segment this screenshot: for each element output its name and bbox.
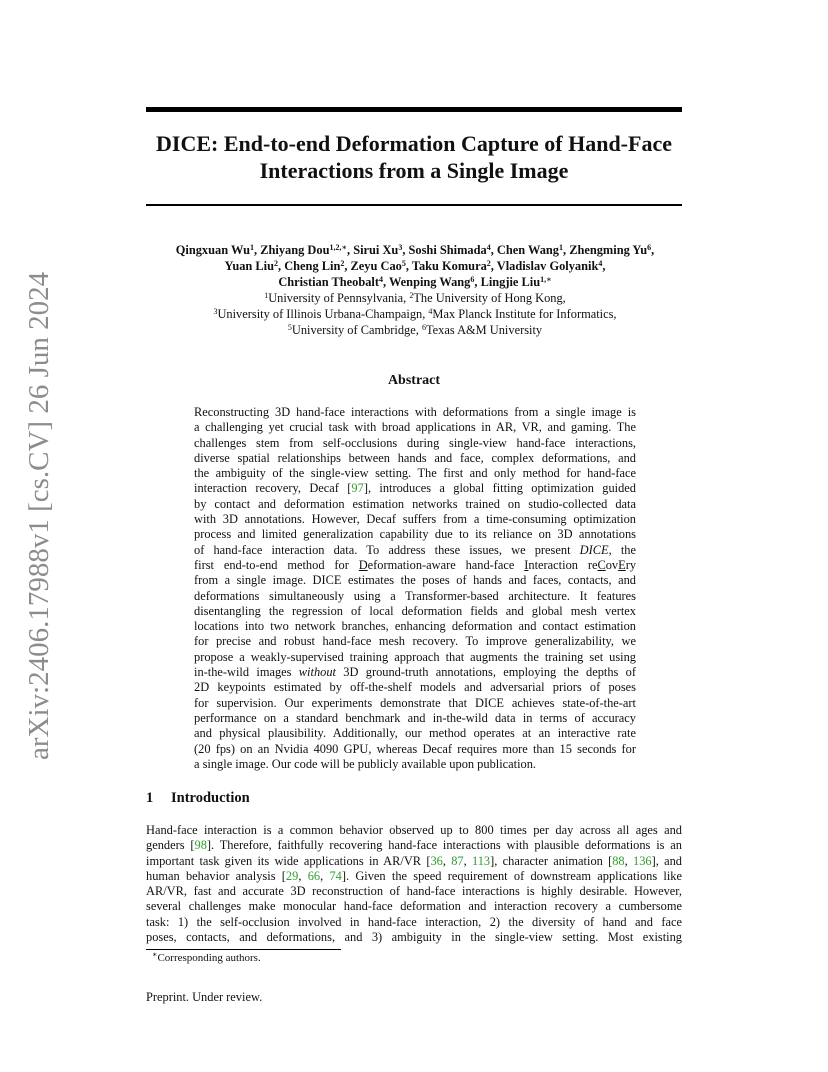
citation-link[interactable]: 36 xyxy=(430,853,443,868)
abstract-line: diverse spatial relationships between hands and face, complex deformations, and xyxy=(194,450,636,465)
author-affiliation-mark: 2 xyxy=(274,259,279,268)
abstract-line: interaction recovery, Decaf [97], introduces a global fitting optimization guided xyxy=(194,481,636,496)
abstract-line: a single image. Our code will be publicly available upon publication. xyxy=(194,756,537,771)
abstract-line: the ambiguity of the single-view setting. The first and only method for hand-face xyxy=(194,466,636,481)
abstract-body xyxy=(194,405,636,772)
abstract-line: challenges stem from self-occlusions during single-view hand-face interactions, xyxy=(194,435,636,450)
author-affiliation-mark: 2 xyxy=(340,259,345,268)
citation-link[interactable]: 87 xyxy=(451,853,464,868)
abstract-line: of hand-face interaction data. To address these issues, we present DICE, the xyxy=(194,542,636,557)
author-name: Wenping Wang xyxy=(388,275,471,289)
title-bottom-rule xyxy=(146,204,682,206)
affiliation-mark: 6 xyxy=(421,323,426,332)
author-affiliation-mark: 4 xyxy=(598,259,603,268)
author-name: Soshi Shimada xyxy=(408,243,487,257)
affiliation-line xyxy=(120,306,710,322)
affiliation-mark: 1 xyxy=(264,291,269,300)
abstract-line: in-the-wild images without 3D ground-truth annotations, employing the depths of xyxy=(194,665,636,680)
author-name: Chen Wang xyxy=(496,243,559,257)
abstract-line: performance on a standard benchmark and in-the-wild data in terms of accuracy xyxy=(194,710,636,725)
abstract-line: 2D keypoints estimated by off-the-shelf models and adversarial priors of poses xyxy=(194,680,636,695)
abstract-line: propose a weakly-supervised training approach that augments the training set using xyxy=(194,649,636,664)
title-line: Interactions from a Single Image xyxy=(259,158,569,183)
preprint-note: Preprint. Under review. xyxy=(146,990,263,1004)
author-name: Vladislav Golyanik xyxy=(496,259,599,273)
affiliation-mark: 4 xyxy=(428,307,433,316)
affiliation-line xyxy=(120,290,710,306)
intro-line: important task given its wide applications in AR/VR [36, 87, 113], character animation [88, 136], and xyxy=(146,853,682,868)
footnote xyxy=(152,952,261,964)
abstract-line: from a single image. DICE estimates the poses of hands and faces, contacts, and xyxy=(194,573,636,588)
section-title: Introduction xyxy=(171,790,250,806)
author-name: Zeyu Cao xyxy=(350,259,402,273)
author-affiliation-mark: 4 xyxy=(378,275,383,284)
intro-line: poses, contacts, and deformations, and 3) ambiguity in the single-view setting. Most existing xyxy=(146,930,682,945)
intro-line: task: 1) the self-occlusion involved in hand-face interaction, 2) the diversity of hand and face xyxy=(146,914,682,929)
intro-line: Hand-face interaction is a common behavior observed up to 800 times per day across all ages and xyxy=(146,823,682,837)
abstract-line: for supervision. Our experiments demonstrate that DICE achieves state-of-the-art xyxy=(194,695,636,710)
section-number: 1 xyxy=(146,790,154,806)
citation-link[interactable]: 66 xyxy=(307,868,321,883)
author-affiliation-mark: 1,2,∗ xyxy=(329,243,347,252)
affiliation-name: University of Cambridge, xyxy=(291,323,422,337)
author-name: Sirui Xu xyxy=(353,243,399,257)
affiliation-name: Max Planck Institute for Informatics, xyxy=(432,307,617,321)
footnote-rule xyxy=(146,949,341,950)
citation-link[interactable]: 113 xyxy=(471,853,491,868)
title-line: DICE: End-to-end Deformation Capture of Hand-Face xyxy=(156,131,672,156)
author-line: Christian Theobalt$^4$, Wenping Wang$^6$, Lingjie Liu$^{1,∗}$ xyxy=(278,275,552,289)
author-affiliation-mark: 6 xyxy=(647,243,652,252)
abstract-line: and physical plausibility. Additionally, our method operates at an interactive rate xyxy=(194,726,636,741)
citation-link[interactable]: 97 xyxy=(351,481,364,496)
abstract-line: process and limited generalization capability due to its reliance on 3D annotations xyxy=(194,527,636,542)
abstract-line: first end-to-end method for Deformation-aware hand-face Interaction reCovEry xyxy=(194,557,637,572)
section-heading xyxy=(146,790,250,807)
intro-line: human behavior analysis [29, 66, 74]. Given the speed requirement of downstream applications like xyxy=(146,868,683,883)
citation-link[interactable]: 88 xyxy=(612,853,625,868)
author-line: Yuan Liu$^2$, Cheng Lin$^2$, Zeyu Cao$^5$, Taku Komura$^2$, Vladislav Golyanik$^4$, xyxy=(224,259,606,273)
affiliation-name: University of Pennsylvania, xyxy=(268,291,410,305)
paper-title xyxy=(146,130,682,184)
abstract-line: disentangling the regression of local deformation fields and global mesh vertex xyxy=(194,603,636,618)
author-affiliation-mark: 3 xyxy=(398,243,403,252)
affiliation-name: University of Illinois Urbana-Champaign, xyxy=(217,307,429,321)
abstract-line: (20 fps) on an Nvidia 4090 GPU, whereas Decaf requires more than 15 seconds for xyxy=(194,741,636,756)
author-affiliation-mark: 1,∗ xyxy=(540,275,552,284)
affiliation-name: The University of Hong Kong, xyxy=(413,291,566,305)
abstract-line: for precise and robust hand-face mesh recovery. To improve generalizability, we xyxy=(194,634,636,649)
author-line: Qingxuan Wu$^1$, Zhiyang Dou$^{1,2,∗}$, Sirui Xu$^3$, Soshi Shimada$^4$, Chen Wang$^1$, Zhengming Yu$^6$, xyxy=(175,243,655,257)
affiliation-mark: 3 xyxy=(213,307,218,316)
author-name: Qingxuan Wu xyxy=(175,243,251,257)
author-name: Christian Theobalt xyxy=(278,275,379,289)
author-affiliation-mark: 2 xyxy=(486,259,491,268)
intro-body xyxy=(146,823,682,945)
abstract-line: Reconstructing 3D hand-face interactions with deformations from a single image is xyxy=(194,405,636,419)
affiliation-mark: 5 xyxy=(287,323,292,332)
author-affiliation-mark: 4 xyxy=(486,243,491,252)
author-name: Taku Komura xyxy=(411,259,487,273)
author-name: Lingjie Liu xyxy=(480,275,541,289)
abstract-line: with 3D annotations. However, Decaf suffers from a time-consuming optimization xyxy=(194,512,636,527)
author-block xyxy=(120,242,710,338)
footnote-text: Corresponding authors. xyxy=(157,952,261,964)
abstract-line: locations into two network branches, enhancing deformation and contact estimation xyxy=(194,619,636,634)
intro-line: AR/VR, fast and accurate 3D reconstruction of hand-face interactions is highly desirable. However, xyxy=(146,884,682,899)
abstract-line: a challenging yet crucial task with broad applications in AR, VR, and gaming. The xyxy=(194,420,636,435)
affiliation-mark: 2 xyxy=(409,291,414,300)
author-affiliation-mark: 5 xyxy=(401,259,406,268)
citation-link[interactable]: 136 xyxy=(633,853,652,868)
affiliation-name: Texas A&M University xyxy=(425,323,543,337)
author-name: Yuan Liu xyxy=(224,259,275,273)
author-affiliation-mark: 1 xyxy=(250,243,255,252)
citation-link[interactable]: 98 xyxy=(194,838,207,853)
author-name: Cheng Lin xyxy=(284,259,341,273)
intro-line: genders [98]. Therefore, faithfully recovering hand-face interactions with plausible deformations is an xyxy=(146,838,682,853)
author-affiliation-mark: 6 xyxy=(470,275,475,284)
citation-link[interactable]: 74 xyxy=(329,868,342,883)
abstract-heading: Abstract xyxy=(387,373,441,388)
abstract-line: by contact and deformation estimation networks trained on studio-collected data xyxy=(194,496,636,511)
arxiv-stamp: arXiv:2406.17988v1 [cs.CV] 26 Jun 2024 xyxy=(23,271,55,760)
footnote-mark: ∗ xyxy=(152,950,158,959)
author-affiliation-mark: 1 xyxy=(558,243,563,252)
citation-link[interactable]: 29 xyxy=(285,868,299,883)
abstract-line: deformations simultaneously using a Transformer-based architecture. It features xyxy=(194,588,636,603)
title-top-rule xyxy=(146,107,682,112)
intro-line: several challenges make monocular hand-face deformation and interaction recovery a cumbersome xyxy=(146,899,682,914)
affiliation-line xyxy=(120,322,710,338)
author-name: Zhiyang Dou xyxy=(260,243,330,257)
author-name: Zhengming Yu xyxy=(569,243,648,257)
